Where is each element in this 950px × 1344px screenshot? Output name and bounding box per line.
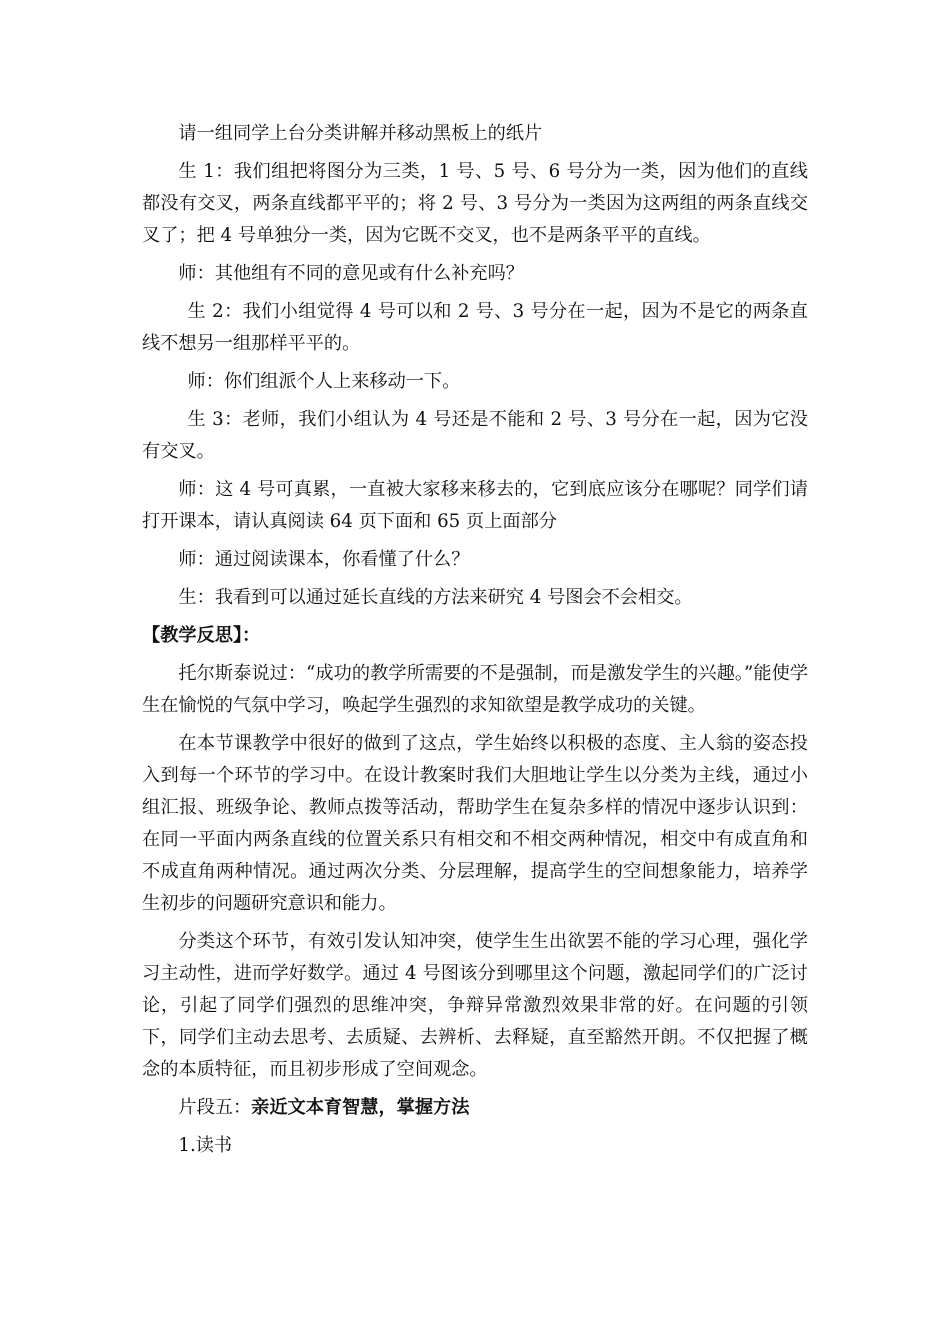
reflection-paragraph-3: 分类这个环节，有效引发认知冲突，使学生生出欲罢不能的学习心理，强化学习主动性，进而学好数学。通过 4 号图该分到哪里这个问题，激起同学们的广泛讨论，引起了同学们强烈的思维冲突，争辩异常激烈效果非常的好。在问题的引领下，同学们主动去思考、去质疑、去辨析、去释疑，直至豁然开朗。不仅把握了概念的本质特征，而且初步形成了空间观念。 [142,931,808,1080]
reflection-heading: 【教学反思】： [142,625,261,646]
paragraph-instruction: 请一组同学上台分类讲解并移动黑板上的纸片 [178,123,543,144]
segment-heading [142,1092,808,1124]
paragraph-teacher-textbook: 师：这 4 号可真累，一直被大家移来移去的，它到底应该分在哪呢？同学们请打开课本，请认真阅读 64 页下面和 65 页上面部分 [142,479,808,532]
paragraph-teacher-question: 师：其他组有不同的意见或有什么补充吗？ [178,263,524,284]
paragraph-student-1: 生 1：我们组把将图分为三类，1 号、5 号、6 号分为一类，因为他们的直线都没有交叉，两条直线都平平的；将 2 号、3 号分为一类因为这两组的两条直线交叉了；把 4 号单独分一类，因为它既不交叉，也不是两条平平的直线。 [142,161,808,246]
paragraph-teacher-move: 师：你们组派个人上来移动一下。 [187,371,461,392]
reflection-paragraph-2: 在本节课教学中很好的做到了这点，学生始终以积极的态度、主人翁的姿态投入到每一个环节的学习中。在设计教案时我们大胆地让学生以分类为主线，通过小组汇报、班级争论、教师点拨等活动，帮助学生在复杂多样的情况中逐步认识到：在同一平面内两条直线的位置关系只有相交和不相交两种情况，相交中有成直角和不成直角两种情况。通过两次分类、分层理解，提高学生的空间想象能力，培养学生初步的问题研究意识和能力。 [142,733,808,914]
segment-title: 亲近文本育智慧，掌握方法 [251,1097,470,1118]
paragraph-student-3: 生 3：老师，我们小组认为 4 号还是不能和 2 号、3 号分在一起，因为它没有交叉。 [142,409,808,462]
document-body [142,118,808,1162]
paragraph-student-2: 生 2：我们小组觉得 4 号可以和 2 号、3 号分在一起，因为不是它的两条直线不想另一组那样平平的。 [142,301,808,354]
paragraph-teacher-read: 师：通过阅读课本，你看懂了什么？ [178,549,470,570]
reflection-paragraph-1: 托尔斯泰说过：“成功的教学所需要的不是强制，而是激发学生的兴趣。”能使学生在愉悦的气氛中学习，唤起学生强烈的求知欲望是教学成功的关键。 [142,663,808,716]
segment-prefix: 片段五： [178,1097,252,1118]
list-item-reading: 1.读书 [178,1135,233,1156]
paragraph-student-answer: 生：我看到可以通过延长直线的方法来研究 4 号图会不会相交。 [178,587,693,608]
